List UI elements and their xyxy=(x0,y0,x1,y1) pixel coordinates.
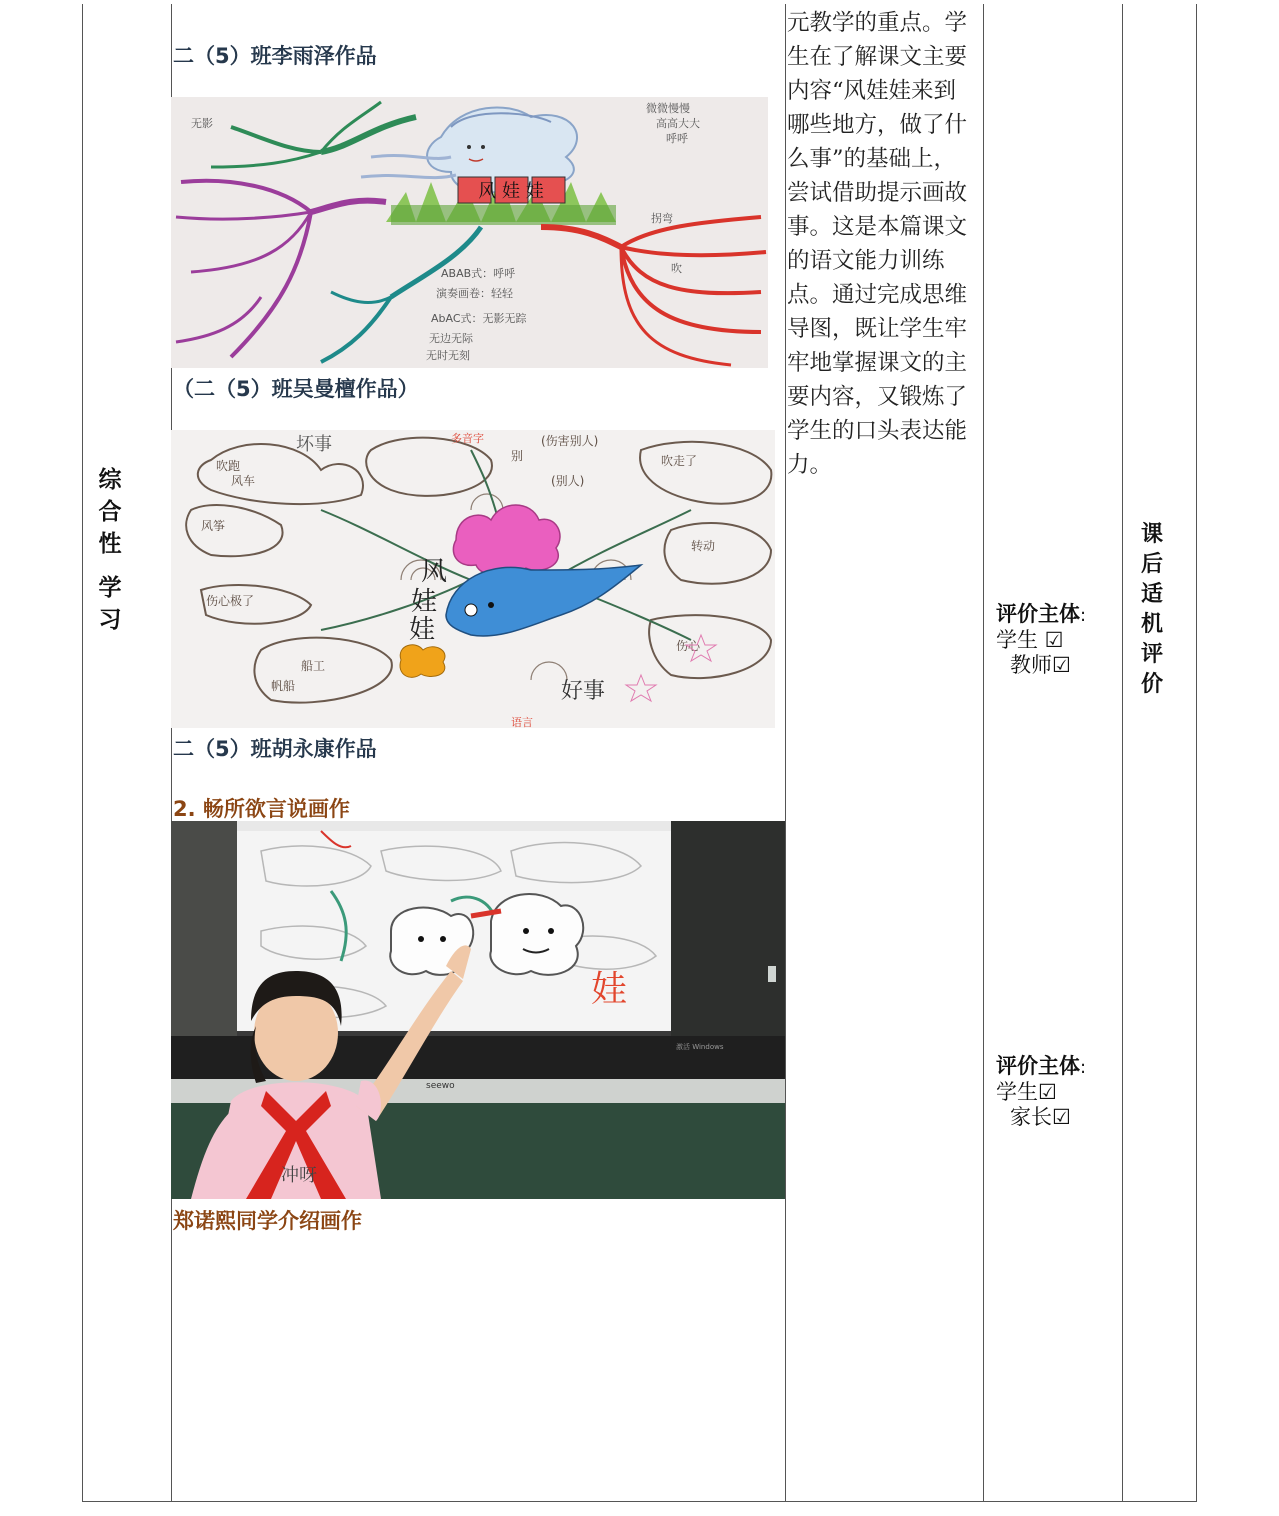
mindmap-image-2 xyxy=(171,430,775,728)
classroom-photo xyxy=(171,821,785,1199)
svg-text:高高大大: 高高大大 xyxy=(656,117,700,130)
evaluation-block-1 xyxy=(996,602,1086,678)
table-border-col4 xyxy=(1122,4,1123,1502)
label-char: 课 xyxy=(1140,522,1163,547)
label-char: 性 xyxy=(98,531,122,557)
caption-wu-mantan: （二（5）班吴曼檀作品） xyxy=(173,377,419,401)
svg-text:(别人): (别人) xyxy=(551,474,585,488)
svg-text:多音字: 多音字 xyxy=(451,432,484,445)
eval-1-line-2: 教师☑ xyxy=(1010,653,1071,677)
table-border-right xyxy=(1196,4,1197,1502)
svg-text:吹走了: 吹走了 xyxy=(661,454,698,468)
table-border-bottom xyxy=(82,1501,1196,1502)
svg-text:呼呼: 呼呼 xyxy=(666,132,688,145)
svg-text:风车: 风车 xyxy=(231,474,256,488)
svg-text:娃: 娃 xyxy=(409,615,436,645)
svg-text:娃: 娃 xyxy=(411,587,438,617)
eval-2-title: 评价主体 xyxy=(996,1054,1080,1078)
caption-hu-yongkang: 二（5）班胡永康作品 xyxy=(173,737,377,761)
svg-text:吹跑: 吹跑 xyxy=(216,459,241,473)
label-char: 综 xyxy=(98,467,122,493)
svg-text:AbAC式：无影无踪: AbAC式：无影无踪 xyxy=(431,312,527,325)
svg-text:演奏画卷：轻轻: 演奏画卷：轻轻 xyxy=(436,287,513,300)
svg-text:伤心极了: 伤心极了 xyxy=(206,594,255,608)
svg-text:风筝: 风筝 xyxy=(201,519,226,533)
table-border-col3 xyxy=(983,4,984,1502)
eval-1-colon: : xyxy=(1080,605,1087,626)
label-char: 价 xyxy=(1140,672,1163,697)
eval-2-colon: : xyxy=(1080,1057,1087,1078)
label-char: 评 xyxy=(1140,642,1163,667)
svg-text:别: 别 xyxy=(511,449,524,463)
label-char: 学 xyxy=(98,575,122,601)
svg-text:冲呀: 冲呀 xyxy=(281,1165,317,1186)
label-char: 习 xyxy=(98,607,122,633)
section-label-after-class-evaluation xyxy=(1137,520,1167,700)
svg-text:伤心: 伤心 xyxy=(676,639,701,653)
svg-text:拐弯: 拐弯 xyxy=(651,212,673,225)
teaching-description: 元教学的重点。学生在了解课文主要内容“风娃娃来到哪些地方，做了什么事”的基础上，尝试借助提示画故事。这是本篇课文的语文能力训练点。通过完成思维导图，既让学生牢牢地掌握课文的主要内容，又锻炼了学生的口头表达能力。 xyxy=(787,10,968,478)
svg-text:seewo: seewo xyxy=(426,1081,455,1091)
eval-2-line-1: 学生☑ xyxy=(996,1080,1057,1104)
section-label-comprehensive-learning xyxy=(90,464,130,636)
eval-1-title: 评价主体 xyxy=(996,602,1080,626)
eval-2-line-2: 家长☑ xyxy=(1010,1105,1071,1129)
section-heading-talk-about-drawing: 2. 畅所欲言说画作 xyxy=(173,797,350,821)
svg-text:激活 Windows: 激活 Windows xyxy=(676,1043,724,1051)
svg-text:微微慢慢: 微微慢慢 xyxy=(646,102,690,115)
svg-text:转动: 转动 xyxy=(691,539,716,553)
evaluation-block-2 xyxy=(996,1054,1086,1130)
mindmap-image-1 xyxy=(171,97,768,368)
label-char: 合 xyxy=(98,499,122,525)
mindmap-2-title: 风 xyxy=(421,557,448,587)
table-border-col2 xyxy=(785,4,786,1502)
caption-li-yuze: 二（5）班李雨泽作品 xyxy=(173,44,377,68)
svg-text:娃: 娃 xyxy=(591,969,628,1010)
table-border-left xyxy=(82,4,83,1502)
svg-text:船工: 船工 xyxy=(301,659,326,673)
svg-text:帆船: 帆船 xyxy=(271,679,296,693)
label-char: 后 xyxy=(1140,552,1163,577)
caption-zheng-nuoxi: 郑诺熙同学介绍画作 xyxy=(173,1209,362,1233)
mindmap-1-title: 风 娃 娃 xyxy=(478,181,544,202)
svg-text:无影: 无影 xyxy=(191,117,213,130)
svg-text:无时无刻: 无时无刻 xyxy=(426,349,470,362)
svg-text:吹: 吹 xyxy=(671,262,682,275)
eval-1-line-1: 学生 ☑ xyxy=(996,628,1064,652)
svg-text:语言: 语言 xyxy=(511,716,533,728)
svg-text:无边无际: 无边无际 xyxy=(429,332,473,345)
label-char: 机 xyxy=(1140,612,1163,637)
label-char: 适 xyxy=(1140,582,1163,607)
mindmap-2-good-label: 好事 xyxy=(561,679,606,704)
svg-text:ABAB式：呼呼: ABAB式：呼呼 xyxy=(441,267,516,280)
mindmap-2-bad-label: 坏事 xyxy=(296,434,332,455)
svg-text:(伤害别人): (伤害别人) xyxy=(541,434,599,448)
